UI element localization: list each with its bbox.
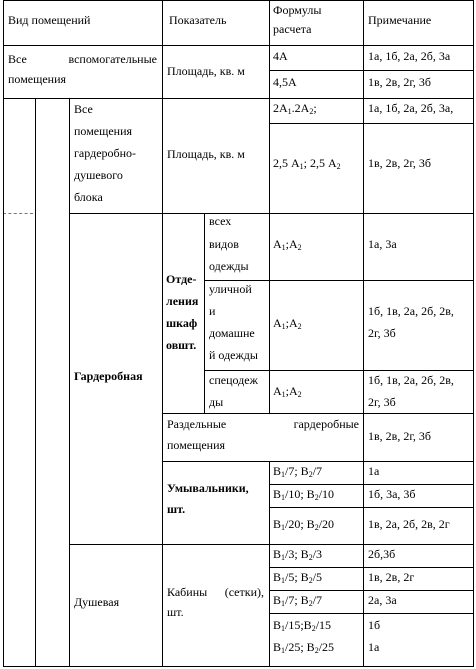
sub3-label-line-1: спецодеж (209, 373, 258, 387)
all-aux-label-line2: помещения (8, 72, 67, 86)
all-aux-label-word1: Все (8, 52, 27, 66)
cabin-formula-4: $В_1/15;В_2/15$ (273, 618, 332, 633)
wash-note-3: 1в, 2а, 2б, 2в, 2г (368, 517, 450, 531)
norms-table (3, 0, 474, 667)
cabinet-group-line-4: овшт. (166, 338, 197, 352)
all-aux-indicator: Площадь, кв. м (167, 64, 245, 78)
cabin-formula-1: $В_1/3$; $В_2/3$ (273, 547, 323, 562)
sub1-note: 1а, 3а (368, 237, 397, 251)
sub2-label-line-3: домашне (209, 326, 255, 340)
sub1-formula: $А_1;А_2$ (273, 237, 302, 252)
col-line (162, 0, 163, 667)
block-label-line-1: Все (74, 102, 93, 116)
header-bottom-line (3, 45, 474, 46)
sub2-label-line-4: й одежды (209, 348, 258, 362)
cabin-note-5: 1а (368, 640, 380, 654)
cabins-label-word1: Кабины (167, 585, 208, 599)
sub3-note-line-1: 1б, 1в, 2а, 2б, 2в, (368, 373, 454, 387)
sub2-formula: $А_1;А_2$ (273, 316, 302, 331)
separate-rooms-word2: гардеробные (293, 417, 359, 431)
all-aux-formula-1: 4А (273, 49, 288, 63)
wash-formula-1: $В_1/7$; $В_2/7$ (273, 464, 323, 479)
block-label-line-2: помещения (74, 124, 133, 138)
row-line (269, 70, 474, 71)
sub3-formula: $А_1;А_2$ (273, 384, 302, 399)
row-line (269, 507, 474, 508)
col-line (69, 98, 70, 667)
cabin-note-3: 2а, 3а (368, 593, 397, 607)
row-line (269, 613, 474, 614)
wash-formula-3: $В_1/20$; $В_2/20$ (273, 517, 335, 532)
cabins-label-unit: шт. (167, 605, 184, 619)
separate-rooms-note: 1в, 2в, 2г, 3б (368, 429, 432, 443)
all-aux-label-word2: вспомогательные (68, 52, 157, 66)
cabin-note-1: 2б,3б (368, 547, 396, 561)
col-line (363, 0, 364, 667)
separate-rooms-word1: Раздельные (167, 417, 227, 431)
col-line (269, 461, 270, 667)
sub1-label-line-3: одежды (209, 259, 249, 273)
cabin-note-4: 1б (368, 618, 381, 632)
all-aux-note-1: 1а, 1б, 2а, 2б, 3а (368, 49, 451, 63)
block-formula-1: $2А_1.2А_2$; (273, 101, 317, 116)
header-col-type: Вид помещений (8, 13, 91, 27)
header-col-formula: Формулы (273, 3, 322, 17)
block-indicator: Площадь, кв. м (167, 147, 245, 161)
section-line (69, 544, 474, 545)
table-border-bottom (3, 666, 474, 667)
sub2-note-line-2: 2г, 3б (368, 326, 396, 340)
block-label-line-3: гардеробно- (74, 146, 137, 160)
row-line (269, 123, 474, 124)
wardrobe-label: Гардеробная (74, 369, 143, 383)
col-line (35, 98, 36, 667)
block-label-line-4: душевого (74, 168, 123, 182)
washbasins-label: Умывальники, (167, 481, 249, 495)
header-col-formula-2: расчета (273, 22, 312, 36)
cabinet-group-line-1: Отде- (166, 272, 197, 286)
sub3-note-line-2: 2г, 3б (368, 395, 396, 409)
col-line (269, 0, 270, 413)
row-line (162, 413, 474, 414)
block-note-1: 1а, 1б, 2а, 2б, 3а, (368, 101, 454, 115)
header-col-note: Примечание (368, 13, 432, 27)
cabin-formula-2: $В_1/5$; $В_2/5$ (273, 570, 323, 585)
all-aux-note-2: 1в, 2в, 2г, 3б (368, 75, 432, 89)
block-label-line-5: блока (74, 190, 103, 204)
wash-note-2: 1б, 3а, 3б (368, 487, 416, 501)
washbasins-label-unit: шт. (167, 502, 186, 516)
cabin-formula-5: $В_1/25$; $В_2/25$ (273, 640, 335, 655)
sub1-label-line-1: всех (209, 214, 232, 228)
table-border-top (3, 0, 474, 1)
col-line (204, 213, 205, 413)
sub2-label-line-1: уличной (209, 282, 252, 296)
wash-note-1: 1а (368, 464, 380, 478)
sub2-label-line-2: и (209, 304, 216, 318)
cabinet-group-line-2: ления (166, 294, 199, 308)
cabin-formula-3: $В_1/7$; $В_2/7$ (273, 593, 323, 608)
header-col-indicator: Показатель (169, 13, 227, 27)
shower-label: Душевая (74, 595, 120, 609)
block-formula-2: 2,5 $А_1$; 2,5 $А_2$ (273, 156, 341, 171)
table-border-right (473, 0, 474, 667)
cabins-label-word2: (сетки), (224, 585, 264, 599)
all-aux-formula-2: 4,5А (273, 75, 297, 89)
wash-formula-2: $В_1/10$; $В_2/10$ (273, 487, 335, 502)
sub1-label-line-2: видов (209, 237, 239, 251)
cabin-note-2: 1в, 2в, 2г (368, 570, 415, 584)
cabinet-group-line-3: шкаф (166, 316, 198, 330)
sub3-label-line-2: ды (209, 395, 224, 409)
table-border-left (3, 0, 4, 667)
sub2-note-line-1: 1б, 1в, 2а, 2б, 2в, (368, 304, 454, 318)
dashed-marker (3, 213, 33, 214)
separate-rooms-line2: помещения (167, 438, 226, 452)
section-line (69, 213, 474, 214)
block-note-2: 1в, 2в, 2г, 3б (368, 156, 432, 170)
